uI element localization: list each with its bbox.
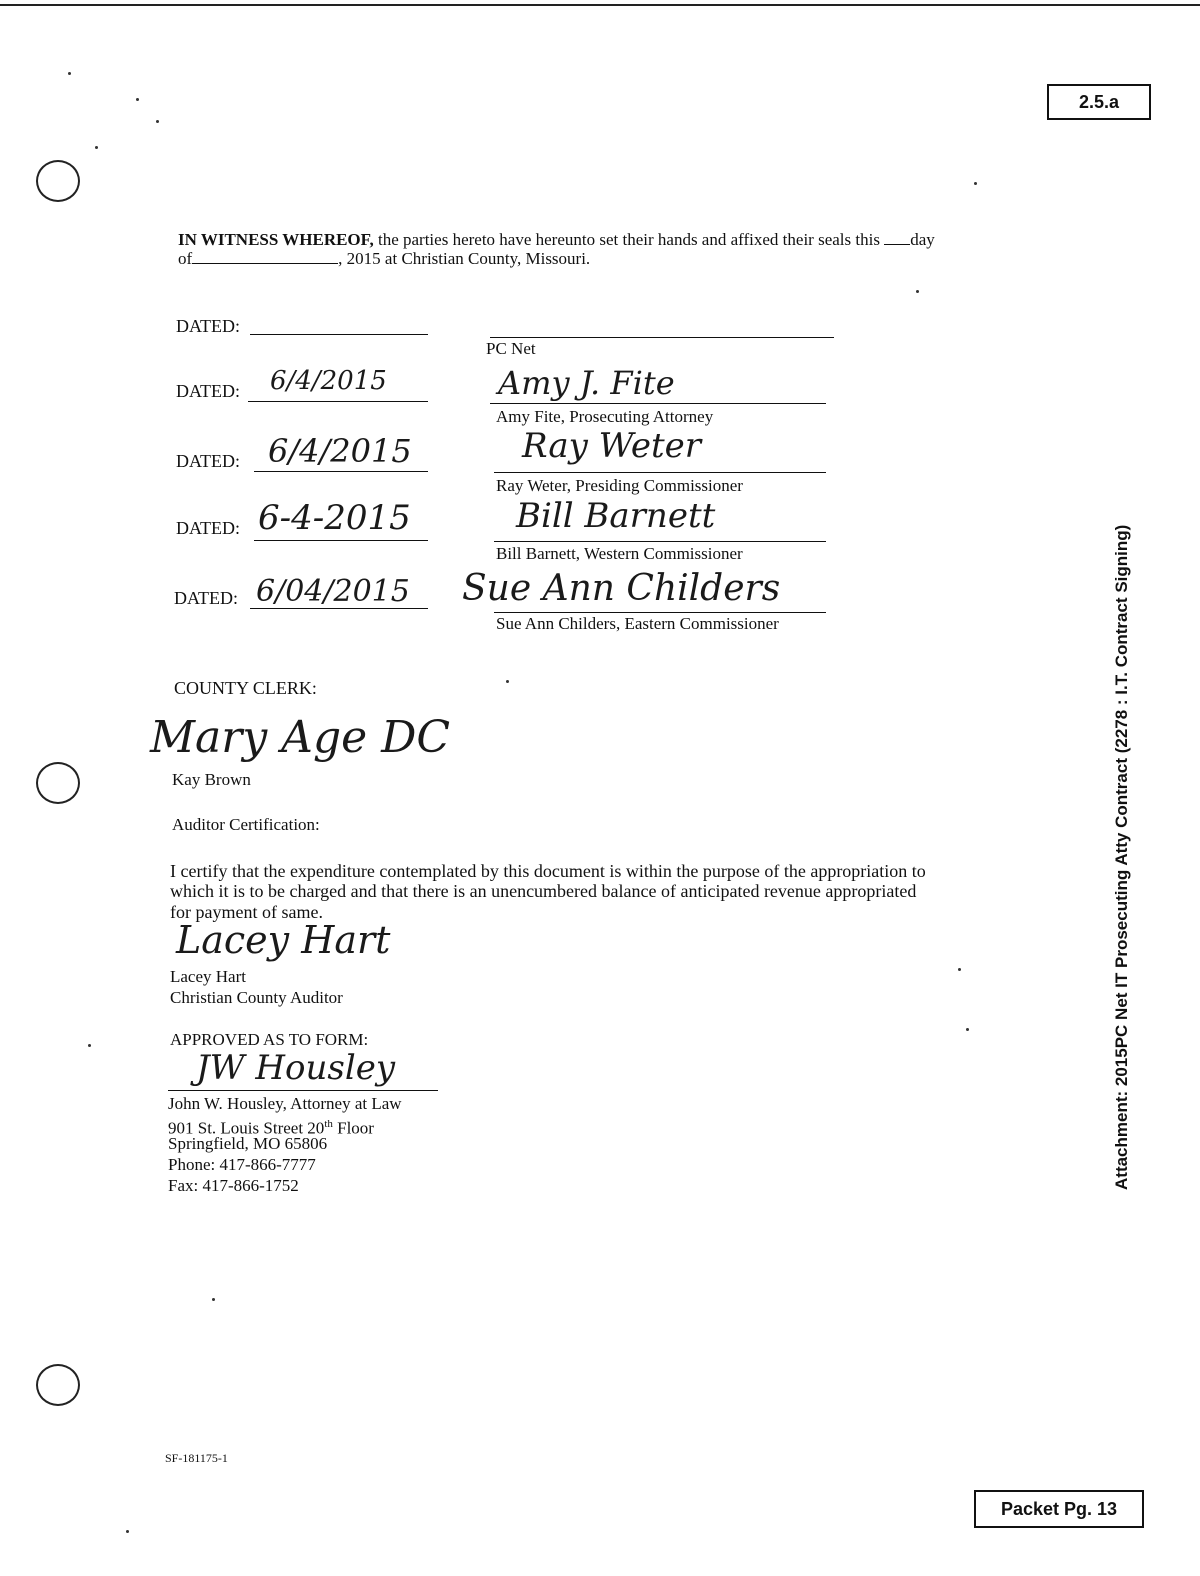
top-border-line [0, 4, 1200, 6]
date-line-1 [248, 401, 428, 402]
auditor-line-1: I certify that the expenditure contemplated by this document is within the purpose of the appropriation to [170, 861, 926, 881]
scan-speck [136, 98, 139, 101]
county-clerk-name: Kay Brown [172, 770, 251, 789]
witness-text-1: the parties hereto have hereunto set their hands and affixed their seals this [373, 230, 885, 249]
signature-line-4 [494, 612, 826, 613]
date-line-0 [250, 334, 428, 335]
signature-line-3 [494, 541, 826, 542]
signature-4: Sue Ann Childers [462, 568, 781, 609]
scan-speck [966, 1028, 969, 1031]
date-value-2: 6/4/2015 [268, 432, 412, 470]
signer-name-1: Amy Fite, Prosecuting Attorney [496, 407, 714, 426]
witness-day: day [910, 230, 935, 249]
scan-speck [156, 120, 159, 123]
address-suffix: Floor [332, 1118, 374, 1138]
form-code: SF-181175-1 [165, 1451, 228, 1465]
date-value-1: 6/4/2015 [270, 366, 387, 396]
signer-name-3: Bill Barnett, Western Commissioner [496, 544, 743, 563]
dated-label-2: DATED: [176, 451, 240, 471]
county-clerk-signature: Mary Age DC [150, 712, 451, 763]
dated-label-3: DATED: [176, 518, 240, 538]
witness-line-2 [178, 247, 590, 269]
address-prefix: 901 St. Louis Street 20 [168, 1118, 325, 1138]
binder-hole-bottom [36, 1364, 80, 1406]
attorney-fax: Fax: 417-866-1752 [168, 1176, 299, 1195]
page-tag: 2.5.a [1047, 84, 1151, 120]
attorney-signature: JW Housley [196, 1048, 396, 1088]
scan-speck [974, 182, 977, 185]
auditor-signature: Lacey Hart [176, 918, 391, 962]
attorney-name: John W. Housley, Attorney at Law [168, 1094, 402, 1113]
county-clerk-label: COUNTY CLERK: [174, 678, 317, 698]
auditor-line-3: for payment of same. [170, 902, 323, 922]
auditor-line-2: which it is to be charged and that there is an unencumbered balance of anticipated revenue appropriated [170, 881, 917, 901]
witness-of: of [178, 249, 193, 268]
scan-speck [68, 72, 71, 75]
day-blank [884, 228, 910, 245]
signature-line-0 [490, 337, 834, 338]
scan-speck [212, 1298, 215, 1301]
signature-3: Bill Barnett [516, 496, 716, 536]
attachment-side-label: Attachment: 2015PC Net IT Prosecuting Atty Contract (2278 : I.T. Contract Signing) [1112, 524, 1131, 1190]
date-value-3: 6-4-2015 [258, 498, 411, 538]
signer-name-0: PC Net [486, 339, 536, 358]
scan-speck [95, 146, 98, 149]
signer-name-4: Sue Ann Childers, Eastern Commissioner [496, 614, 779, 633]
scan-speck [88, 1044, 91, 1047]
date-value-4: 6/04/2015 [256, 574, 410, 609]
scan-speck [958, 968, 961, 971]
packet-page-label: Packet Pg. 13 [974, 1490, 1144, 1528]
dated-label-1: DATED: [176, 381, 240, 401]
signature-line-2 [494, 472, 826, 473]
attorney-phone: Phone: 417-866-7777 [168, 1155, 316, 1174]
auditor-name: Lacey Hart [170, 967, 246, 986]
attorney-city: Springfield, MO 65806 [168, 1134, 328, 1153]
scan-speck [506, 680, 509, 683]
binder-hole-middle [36, 762, 80, 804]
attorney-signature-line [168, 1090, 438, 1091]
date-line-2 [254, 471, 428, 472]
signer-name-2: Ray Weter, Presiding Commissioner [496, 476, 743, 495]
scan-speck [916, 290, 919, 293]
signature-2: Ray Weter [522, 426, 701, 466]
dated-label-0: DATED: [176, 316, 240, 336]
date-line-3 [254, 540, 428, 541]
approved-label: APPROVED AS TO FORM: [170, 1030, 369, 1049]
month-blank [192, 247, 338, 264]
signature-line-1 [490, 403, 826, 404]
scan-speck [126, 1530, 129, 1533]
dated-label-4: DATED: [174, 588, 238, 608]
auditor-title: Christian County Auditor [170, 988, 343, 1007]
address-sup: th [324, 1118, 333, 1130]
binder-hole-top [36, 160, 80, 202]
auditor-heading: Auditor Certification: [172, 815, 320, 834]
signature-1: Amy J. Fite [498, 364, 675, 402]
witness-lead: IN WITNESS WHEREOF, [178, 230, 374, 249]
witness-text-2: , 2015 at Christian County, Missouri. [338, 249, 591, 268]
